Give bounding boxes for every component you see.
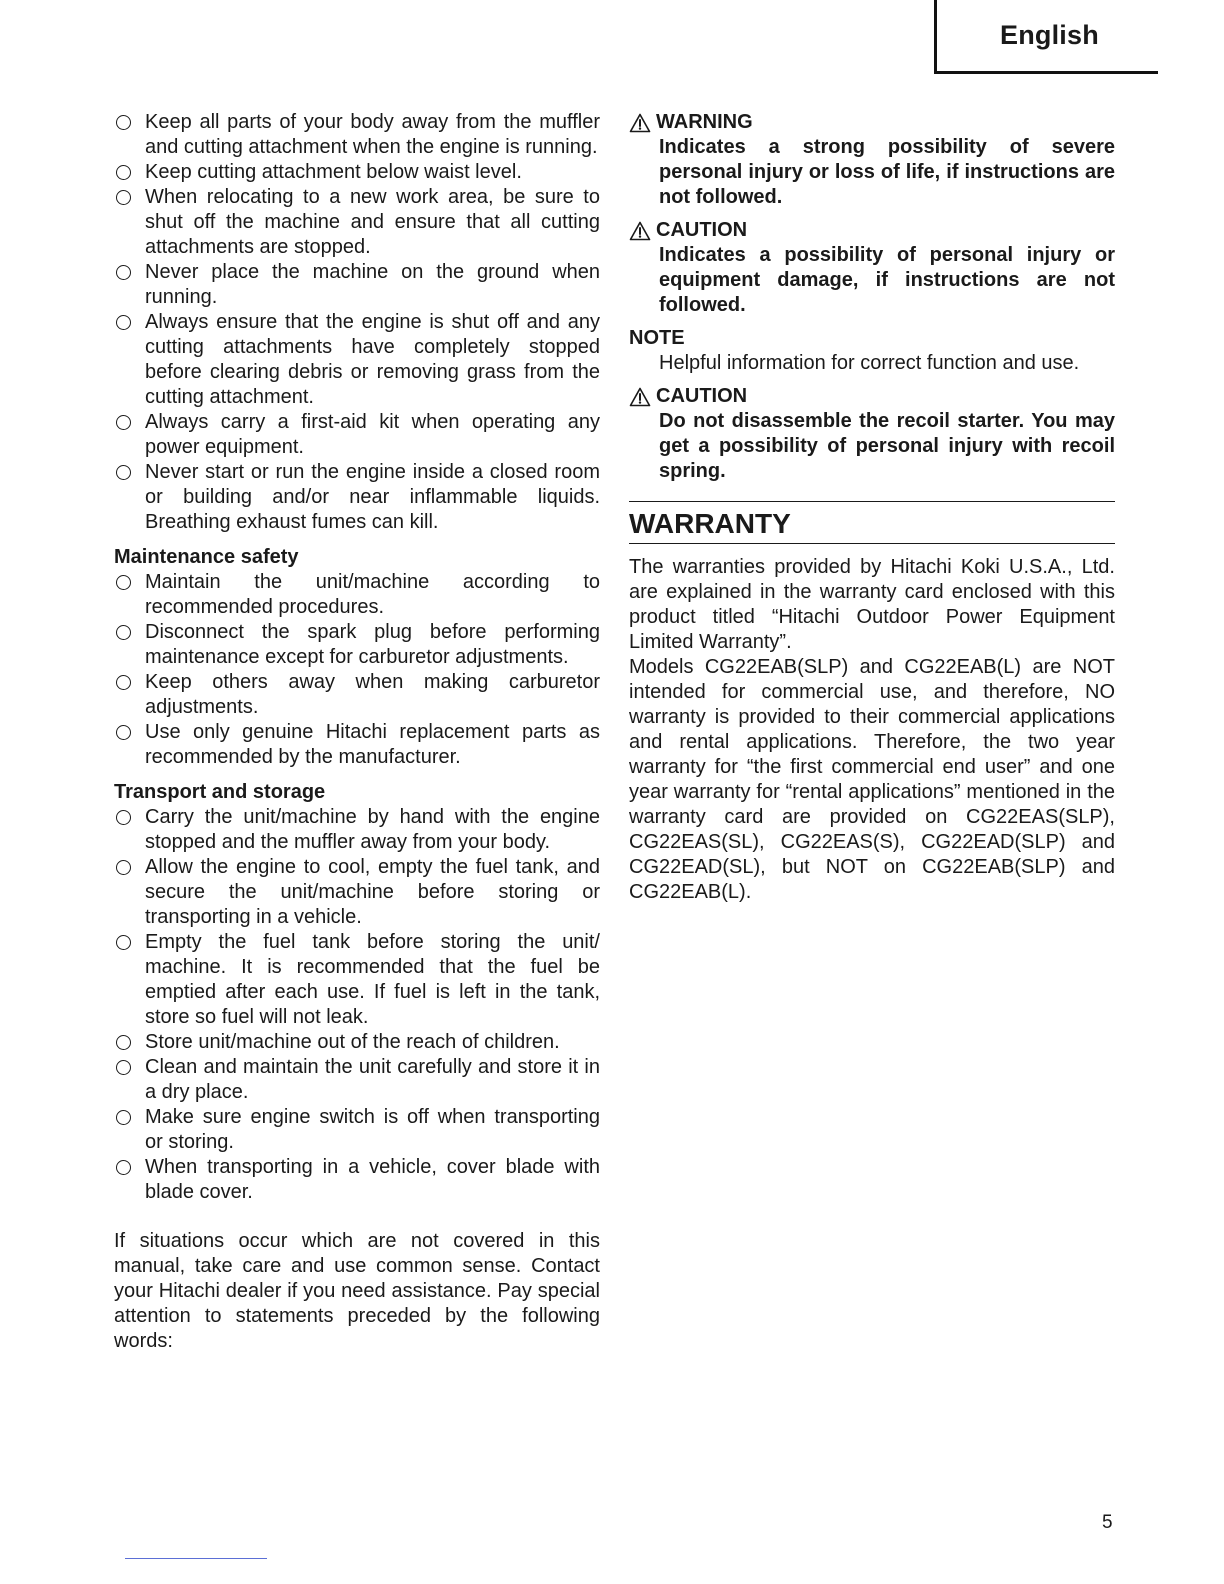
right-column <box>629 110 1115 905</box>
caution-notice <box>629 218 1115 318</box>
warning-notice <box>629 110 1115 210</box>
circle-bullet-icon <box>116 465 131 480</box>
caution-label: CAUTION <box>656 385 748 407</box>
list-item: Always carry a first-aid kit when operating any power equipment. <box>114 410 600 460</box>
note-label: NOTE <box>629 327 685 349</box>
list-item: Use only genuine Hitachi replacement parts as recommended by the manufacturer. <box>114 720 600 770</box>
maintenance-safety-heading: Maintenance safety <box>114 546 299 568</box>
recoil-caution-notice <box>629 384 1115 484</box>
circle-bullet-icon <box>116 935 131 950</box>
list-item: Never place the machine on the ground when running. <box>114 260 600 310</box>
circle-bullet-icon <box>116 675 131 690</box>
circle-bullet-icon <box>116 1060 131 1075</box>
footer-divider <box>125 1558 267 1559</box>
circle-bullet-icon <box>116 415 131 430</box>
operating-safety-list <box>114 110 600 535</box>
list-item: Maintain the unit/machine according to recommended procedures. <box>114 570 600 620</box>
warning-triangle-icon <box>629 113 651 133</box>
list-item: Empty the fuel tank before storing the unit/ machine. It is recommended that the fuel be emptied after each use. If fuel is left in the tank, store so fuel will not leak. <box>114 930 600 1030</box>
caution-text: Indicates a possibility of personal injury or equipment damage, if instructions are not followed. <box>659 244 1115 316</box>
page-number: 5 <box>1102 1512 1113 1533</box>
circle-bullet-icon <box>116 625 131 640</box>
left-column <box>114 110 600 1374</box>
list-item: Keep others away when making carburetor adjustments. <box>114 670 600 720</box>
list-item: Allow the engine to cool, empty the fuel tank, and secure the unit/machine before storing or transporting in a vehicle. <box>114 855 600 930</box>
list-item: Store unit/machine out of the reach of children. <box>114 1030 600 1055</box>
circle-bullet-icon <box>116 725 131 740</box>
list-item: Carry the unit/machine by hand with the engine stopped and the muffler away from your body. <box>114 805 600 855</box>
warranty-bottom-rule <box>629 543 1115 544</box>
circle-bullet-icon <box>116 115 131 130</box>
list-item: Disconnect the spark plug before performing maintenance except for carburetor adjustments. <box>114 620 600 670</box>
list-item: When relocating to a new work area, be sure to shut off the machine and ensure that all cutting attachments are stopped. <box>114 185 600 260</box>
circle-bullet-icon <box>116 810 131 825</box>
circle-bullet-icon <box>116 1110 131 1125</box>
list-item: When transporting in a vehicle, cover blade with blade cover. <box>114 1155 600 1205</box>
note-notice <box>629 326 1115 376</box>
caution-triangle-icon <box>629 387 651 407</box>
caution-triangle-icon <box>629 221 651 241</box>
language-label: English <box>1000 20 1099 50</box>
list-item: Never start or run the engine inside a closed room or building and/or near inflammable liquids. Breathing exhaust fumes can kill. <box>114 460 600 535</box>
note-text: Helpful information for correct function and use. <box>659 352 1080 374</box>
transport-storage-list <box>114 805 600 1205</box>
circle-bullet-icon <box>116 1035 131 1050</box>
circle-bullet-icon <box>116 575 131 590</box>
warranty-heading: WARRANTY <box>629 508 791 539</box>
maintenance-safety-list <box>114 570 600 770</box>
list-item: Keep cutting attachment below waist level. <box>114 160 600 185</box>
list-item: Keep all parts of your body away from the muffler and cutting attachment when the engine is running. <box>114 110 600 160</box>
circle-bullet-icon <box>116 265 131 280</box>
warranty-paragraph-1: The warranties provided by Hitachi Koki U.S.A., Ltd. are explained in the warranty card enclosed with this product titled “Hitachi Outdoor Power Equipment Limited Warranty”. <box>629 556 1115 653</box>
closing-paragraph: If situations occur which are not covered in this manual, take care and use common sense. Contact your Hitachi dealer if you need assistance. Pay special attention to statements preceded by the following words: <box>114 1230 600 1352</box>
circle-bullet-icon <box>116 860 131 875</box>
caution-label: CAUTION <box>656 219 748 241</box>
warranty-paragraph-2: Models CG22EAB(SLP) and CG22EAB(L) are NOT intended for commercial use, and therefore, NO warranty is provided to their commercial applications and rental applications. Therefore, the two year warranty for “the first commercial end user” and one year warranty for “rental applications” mentioned in the warranty card are provided on CG22EAS(SLP), CG22EAS(SL), CG22EAS(S), CG22EAD(SLP) and CG22EAD(SL), but NOT on CG22EAB(SLP) and CG22EAB(L). <box>629 656 1115 903</box>
circle-bullet-icon <box>116 1160 131 1175</box>
transport-storage-heading: Transport and storage <box>114 781 326 803</box>
list-item: Make sure engine switch is off when transporting or storing. <box>114 1105 600 1155</box>
circle-bullet-icon <box>116 315 131 330</box>
circle-bullet-icon <box>116 165 131 180</box>
circle-bullet-icon <box>116 190 131 205</box>
warning-label: WARNING <box>656 111 753 133</box>
list-item: Clean and maintain the unit carefully and store it in a dry place. <box>114 1055 600 1105</box>
recoil-caution-text: Do not disassemble the recoil starter. You may get a possibility of personal injury with recoil spring. <box>659 410 1115 482</box>
list-item: Always ensure that the engine is shut off and any cutting attachments have completely stopped before clearing debris or removing grass from the cutting attachment. <box>114 310 600 410</box>
warning-text: Indicates a strong possibility of severe personal injury or loss of life, if instructions are not followed. <box>659 136 1115 208</box>
